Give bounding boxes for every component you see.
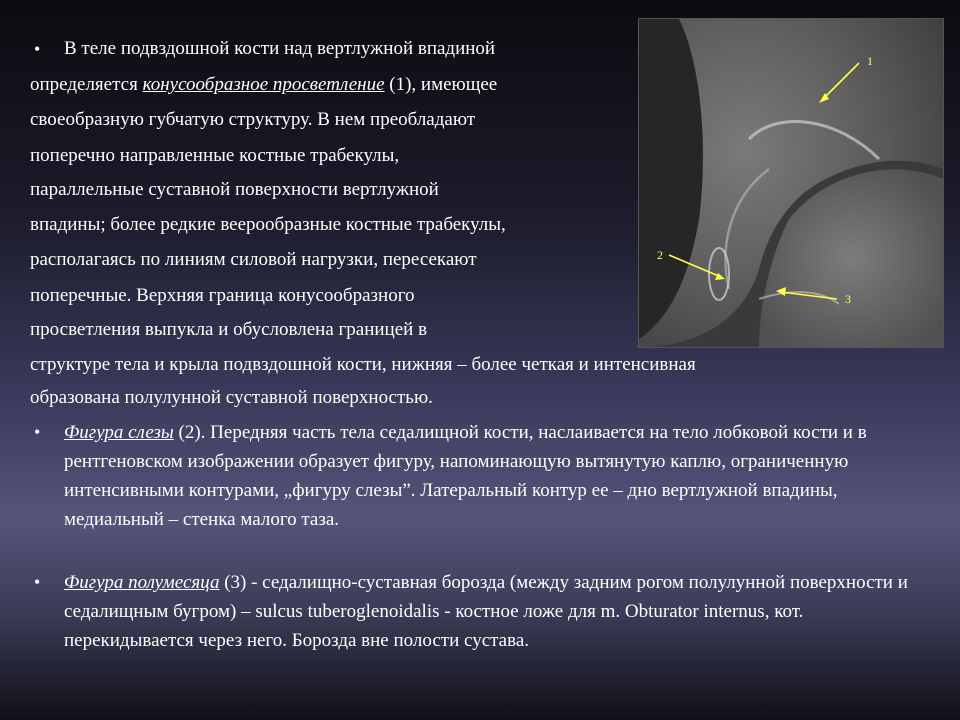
para1-line-4: поперечно направленные костные трабекулы, — [30, 145, 400, 166]
marker-label-3: 3 — [845, 292, 851, 306]
bullet-1: • — [34, 39, 41, 59]
para1-line-10: структуре тела и крыла подвздошной кости, нижняя – более четкая и интенсивная — [30, 354, 696, 375]
para-tear-figure — [64, 418, 924, 534]
term-tear-figure: Фигура слезы — [64, 422, 174, 443]
marker-label-1: 1 — [867, 54, 873, 68]
para-crescent-figure-text: (3) - седалищно-суставная борозда (между задним рогом полулунной поверхности и седалищным бугром) – sulcus tuberoglenoidalis - костное ложе для m. Obturator internus, кот. перекидывается через него. Борозда вне полости сустава. — [64, 572, 908, 651]
bullet-3: • — [34, 572, 41, 592]
xray-image — [638, 18, 944, 348]
term-cone-clearing: конусообразное просветление — [142, 74, 385, 95]
para-crescent-figure — [64, 568, 924, 655]
para1-line-5: параллельные суставной поверхности вертлужной — [30, 179, 439, 200]
para1-line-2 — [30, 73, 497, 97]
marker-label-2: 2 — [657, 248, 663, 262]
para1-line-6: впадины; более редкие веерообразные костные трабекулы, — [30, 214, 506, 235]
xray-pelvis-illustration — [639, 19, 943, 347]
para1-line-3: своеобразную губчатую структуру. В нем преобладают — [30, 109, 476, 130]
para1-line-2-suffix: (1), имеющее — [384, 74, 498, 95]
para1-line-9: просветления выпукла и обусловлена границей в — [30, 319, 428, 340]
para1-line-2-prefix: определяется — [30, 74, 143, 95]
term-crescent-figure: Фигура полумесяца — [64, 572, 220, 593]
bullet-2: • — [34, 422, 41, 442]
para1-line-1: В теле подвздошной кости над вертлужной впадиной — [64, 38, 496, 59]
para1-line-8: поперечные. Верхняя граница конусообразного — [30, 285, 415, 306]
para1-line-7: располагаясь по линиям силовой нагрузки, пересекают — [30, 249, 477, 270]
para1-line-11: образована полулунной суставной поверхностью. — [30, 387, 433, 408]
para-tear-figure-text: (2). Передняя часть тела седалищной кости, наслаивается на тело лобковой кости и в рентгеновском изображении образует фигуру, напоминающую вытянутую каплю, ограниченную интенсивными контурами, „фигуру слезы”. Латеральный контур ее – дно вертлужной впадины, медиальный – стенка малого таза. — [64, 422, 867, 530]
